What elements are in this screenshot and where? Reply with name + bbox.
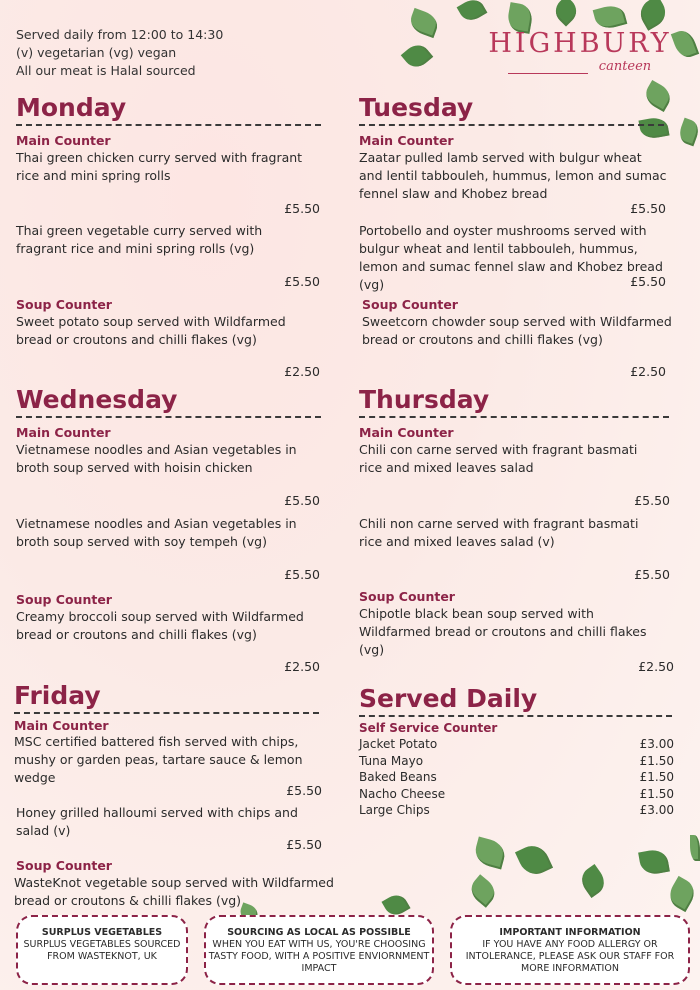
footer-box-text: SURPLUS VEGETABLES SOURCED FROM WASTEKNOT, UK: [23, 939, 181, 962]
monday-price-2: £5.50: [284, 274, 320, 289]
list-item: [359, 802, 674, 819]
footer-box-title: SURPLUS VEGETABLES: [41, 927, 163, 938]
monday-soup-label: Soup Counter: [16, 297, 112, 312]
tuesday-main-label: Main Counter: [359, 133, 454, 148]
list-item: [359, 753, 674, 770]
item-price: £1.50: [639, 786, 674, 801]
day-title-thursday: Thursday: [359, 385, 669, 418]
wednesday-item-2: Vietnamese noodles and Asian vegetables in broth soup served with soy tempeh (vg): [16, 516, 297, 549]
monday-soup-price: £2.50: [284, 364, 320, 379]
monday-price-1: £5.50: [284, 201, 320, 216]
monday-main-label: Main Counter: [16, 133, 111, 148]
item-price: £1.50: [639, 753, 674, 768]
thursday-soup-label: Soup Counter: [359, 589, 455, 604]
logo-rule: [508, 73, 588, 74]
footer-box-surplus: [16, 915, 188, 985]
wednesday-soup-label: Soup Counter: [16, 592, 112, 607]
leaf-icon: [472, 837, 508, 870]
leaf-icon: [401, 40, 434, 72]
item-name: Jacket Potato: [359, 737, 438, 751]
day-title-wednesday: Wednesday: [16, 385, 321, 418]
halal-note: All our meat is Halal sourced: [16, 63, 196, 78]
diet-key: (v) vegetarian (vg) vegan: [16, 45, 177, 60]
wednesday-soup: Creamy broccoli soup served with Wildfarmed bread or croutons and chilli flakes (vg): [16, 609, 304, 642]
friday-soup-label: Soup Counter: [16, 858, 112, 873]
item-price: £3.00: [639, 803, 674, 817]
footer-box-title: IMPORTANT INFORMATION: [499, 927, 641, 938]
served-daily-list: [359, 736, 674, 819]
self-service-label: Self Service Counter: [359, 721, 498, 735]
friday-price-1: £5.50: [286, 783, 322, 798]
leaf-icon: [676, 118, 700, 147]
list-item: [359, 786, 674, 803]
footer-box-text: IF YOU HAVE ANY FOOD ALLERGY OR INTOLERANCE, PLEASE ASK OUR STAFF FOR MORE INFORMATION: [465, 939, 675, 974]
friday-soup: WasteKnot vegetable soup served with Wildfarmed bread or croutons & chilli flakes (vg): [14, 875, 334, 908]
thursday-price-2: £5.50: [634, 567, 670, 582]
leaf-icon: [665, 876, 700, 912]
logo-subtitle: canteen: [598, 59, 652, 74]
thursday-soup: Chipotle black bean soup served with Wildfarmed bread or croutons and chilli flakes (vg): [359, 606, 647, 657]
tuesday-soup-price: £2.50: [630, 364, 666, 379]
highbury-logo: [470, 28, 690, 74]
thursday-price-1: £5.50: [634, 493, 670, 508]
monday-item-1: Thai green chicken curry served with fragrant rice and mini spring rolls: [16, 150, 303, 183]
tuesday-soup: Sweetcorn chowder soup served with Wildfarmed bread or croutons and chilli flakes (vg): [362, 314, 672, 347]
day-title-tuesday: Tuesday: [359, 93, 664, 126]
list-item: [359, 769, 674, 786]
leaf-icon: [466, 874, 500, 908]
wednesday-price-1: £5.50: [284, 493, 320, 508]
friday-item-1: MSC certified battered fish served with chips, mushy or garden peas, tartare sauce & lemon wedge: [14, 734, 303, 785]
thursday-item-1: Chili con carne served with fragrant basmati rice and mixed leaves salad: [359, 442, 638, 475]
thursday-item-2: Chili non carne served with fragrant basmati rice and mixed leaves salad (v): [359, 516, 639, 549]
wednesday-soup-price: £2.50: [284, 659, 320, 674]
tuesday-soup-label: Soup Counter: [362, 297, 458, 312]
served-daily-title: Served Daily: [359, 684, 672, 717]
footer-box-title: SOURCING AS LOCAL AS POSSIBLE: [227, 927, 411, 938]
item-name: Large Chips: [359, 803, 430, 817]
day-title-monday: Monday: [16, 93, 321, 126]
leaf-icon: [550, 0, 581, 27]
leaf-icon: [635, 0, 671, 31]
leaf-icon: [457, 0, 488, 25]
leaf-icon: [515, 840, 553, 879]
item-name: Tuna Mayo: [359, 753, 424, 768]
tuesday-item-2: Portobello and oyster mushrooms served with bulgur wheat and lentil tabbouleh, hummus, lemon and sumac fennel slaw and Khobez bread (vg): [359, 223, 663, 292]
friday-item-2: Honey grilled halloumi served with chips and salad (v): [16, 805, 298, 838]
footer-box-text: WHEN YOU EAT WITH US, YOU'RE CHOOSING TASTY FOOD, WITH A POSITIVE ENVIORNMENT IMPACT: [208, 939, 430, 974]
logo-brand: HIGHBURY: [488, 28, 672, 59]
wednesday-price-2: £5.50: [284, 567, 320, 582]
tuesday-item-1: Zaatar pulled lamb served with bulgur wheat and lentil tabbouleh, hummus, lemon and sumac fennel slaw and Khobez bread: [359, 150, 667, 201]
item-name: Baked Beans: [359, 770, 437, 784]
intro-block: [16, 26, 223, 80]
thursday-soup-price: £2.50: [638, 659, 674, 674]
tuesday-price-1: £5.50: [630, 201, 666, 216]
tuesday-price-2: £5.50: [630, 274, 666, 289]
wednesday-main-label: Main Counter: [16, 425, 111, 440]
item-name: Nacho Cheese: [359, 786, 446, 801]
thursday-main-label: Main Counter: [359, 425, 454, 440]
monday-item-2: Thai green vegetable curry served with fragrant rice and mini spring rolls (vg): [16, 223, 263, 256]
leaf-icon: [690, 835, 700, 861]
item-price: £3.00: [639, 737, 674, 751]
friday-price-2: £5.50: [286, 837, 322, 852]
footer-box-allergy: [450, 915, 690, 985]
day-title-friday: Friday: [14, 681, 319, 714]
item-price: £1.50: [639, 770, 674, 784]
monday-soup: Sweet potato soup served with Wildfarmed bread or croutons and chilli flakes (vg): [16, 314, 286, 347]
list-item: [359, 736, 674, 753]
footer-box-sourcing: [204, 915, 434, 985]
friday-main-label: Main Counter: [14, 718, 109, 733]
wednesday-item-1: Vietnamese noodles and Asian vegetables in broth soup served with hoisin chicken: [16, 442, 297, 475]
leaf-icon: [577, 864, 610, 898]
leaf-icon: [638, 848, 670, 876]
leaf-icon: [407, 8, 441, 38]
service-hours: Served daily from 12:00 to 14:30: [16, 27, 224, 42]
